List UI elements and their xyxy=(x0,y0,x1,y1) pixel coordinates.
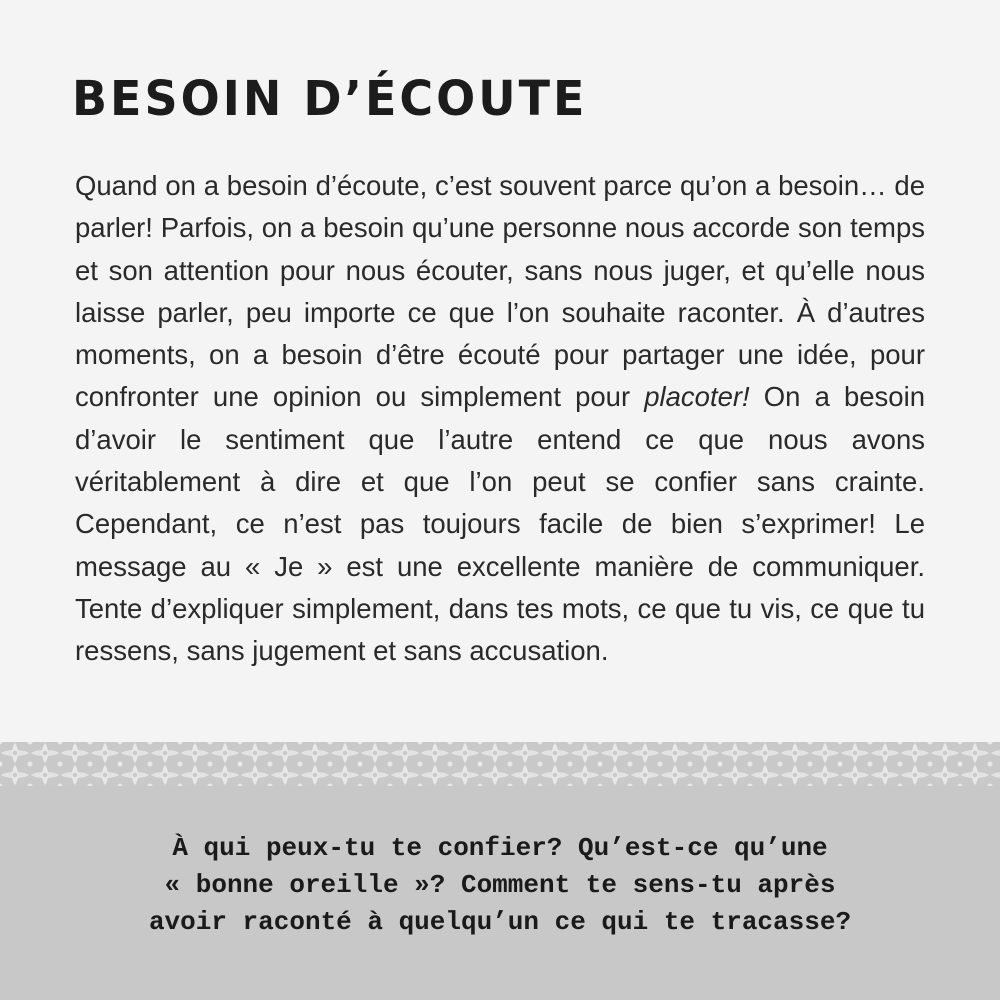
question-box xyxy=(0,786,1000,1000)
body-paragraph xyxy=(75,165,925,673)
page-title: BESOIN D’ÉCOUTE xyxy=(72,70,588,127)
decorative-pattern-band xyxy=(0,742,1000,786)
lattice-pattern xyxy=(0,742,1000,786)
paragraph-emphasis: placoter! xyxy=(644,381,750,413)
question-line-1: À qui peux-tu te confier? Qu’est-ce qu’une xyxy=(172,833,828,863)
reflection-question xyxy=(60,830,940,941)
paragraph-part-2: On a besoin d’avoir le sentiment que l’autre entend ce que nous avons véritablement à dire et que l’on peut se confier sans crainte. Cependant, ce n’est pas toujours facile de bien s’exprimer! Le message au « Je » est une excellente manière de communiquer. Tente d’expliquer simplement, dans tes mots, ce que tu vis, ce que tu ressens, sans jugement et sans accusation. xyxy=(75,381,925,667)
question-line-2: « bonne oreille »? Comment te sens-tu après xyxy=(164,870,836,900)
paragraph-part-1: Quand on a besoin d’écoute, c’est souvent parce qu’on a besoin… de parler! Parfois, on a besoin qu’une personne nous accorde son temps et son attention pour nous écouter, sans nous juger, et qu’elle nous laisse parler, peu importe ce que l’on souhaite raconter. À d’autres moments, on a besoin d’être écouté pour partager une idée, pour confronter une opinion ou simplement pour xyxy=(75,170,925,413)
question-line-3: avoir raconté à quelqu’un ce qui te tracasse? xyxy=(148,907,852,937)
